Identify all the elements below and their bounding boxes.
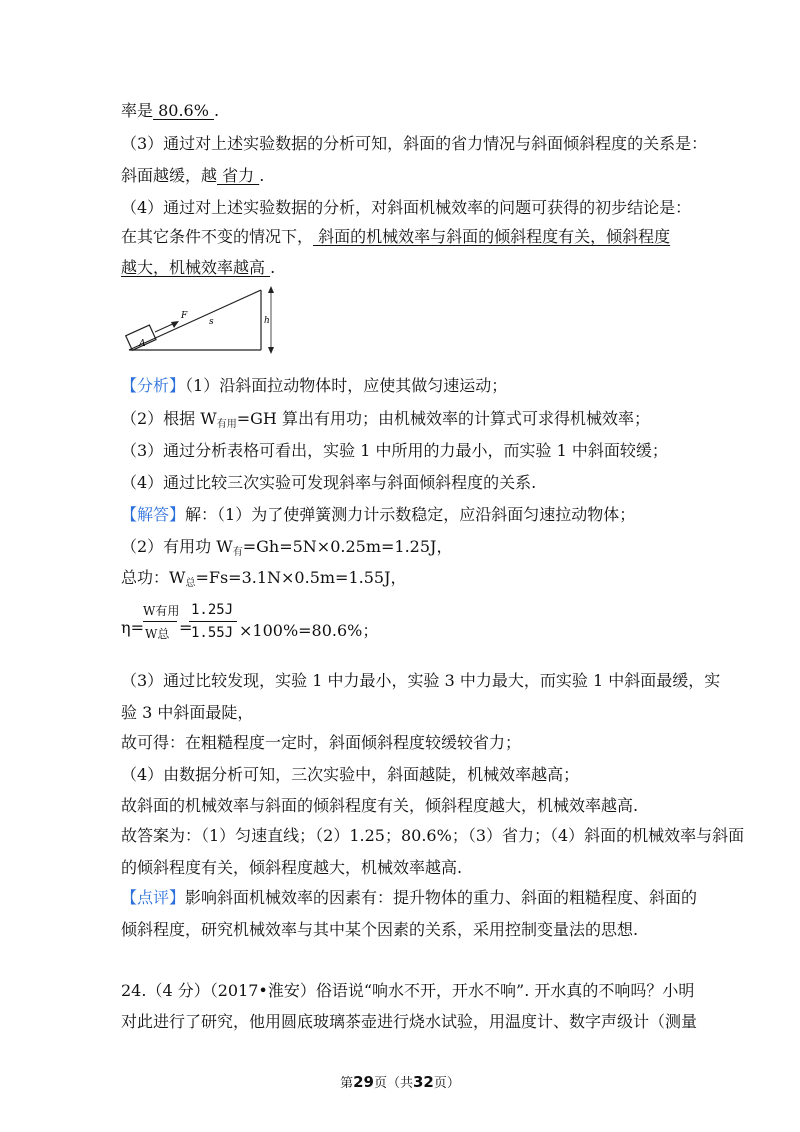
eta-lhs: η= [121,618,144,637]
text: . [270,258,276,277]
text: =Fs=3.1N×0.5m=1.55J， [195,568,407,587]
subscript: 有 [232,547,243,558]
solution-8: 故斜面的机械效率与斜面的倾斜程度有关，倾斜程度越大，机械效率越高. [121,796,639,815]
analysis-2 [121,409,650,435]
question-24-line-2: 对此进行了研究，他用圆底玻璃茶壶进行烧水试验，用温度计、数字声级计（测量 [121,1012,698,1031]
page-footer [0,1072,800,1091]
text: 页） [433,1076,460,1091]
solution-1 [121,505,635,525]
answer-blank: 越大，机械效率越高 [121,258,271,277]
total-pages: 32 [413,1073,434,1091]
text: 在其它条件不变的情况下， [121,227,314,246]
solution-10: 的倾斜程度有关，倾斜程度越大，机械效率越高. [121,858,463,877]
analysis-1 [121,376,507,396]
solution-6: 故可得：在粗糙程度一定时，斜面倾斜程度较缓较省力； [121,733,522,752]
text: 解：（1）为了使弹簧测力计示数稳定，应沿斜面匀速拉动物体； [185,505,636,524]
eta-den-val: 1.55J [191,625,234,641]
eta-rhs: ×100%=80.6%； [239,621,379,640]
text: （2）根据 W [121,409,217,428]
answer-blank: 80.6% [153,101,215,120]
text: 率是 [121,101,154,120]
incline-diagram [121,282,281,360]
text: （1）沿斜面拉动物体时，应使其做匀速运动； [185,376,508,395]
frac-bar-2 [189,621,237,622]
text: 第 [340,1076,354,1091]
answer-line-3 [121,166,264,186]
question-3: （3）通过对上述实验数据的分析可知，斜面的省力情况与斜面倾斜程度的关系是： [121,134,708,153]
text: =Gh=5N×0.25m=1.25J， [242,537,453,556]
answer-blank: 斜面的机械效率与斜面的倾斜程度有关，倾斜程度 [313,227,671,246]
comment-tag: 【点评】 [121,888,186,907]
answer-line-6 [121,258,275,278]
comment-1 [121,888,697,908]
analysis-tag: 【分析】 [121,376,186,395]
solution-5: 验 3 中斜面最陡， [121,703,254,722]
text: 页（共 [373,1076,413,1091]
question-24-line-1: 24.（4 分）（2017•淮安）俗语说“响水不开，开水不响”. 开水真的不响吗？小明 [121,981,695,1000]
solution-3 [121,568,407,594]
solution-4: （3）通过比较发现，实验 1 中力最小，实验 3 中力最大，而实验 1 中斜面最缓，实 [121,671,721,690]
answer-line-5 [121,227,670,247]
label-h: h [264,316,270,326]
text: （2）有用功 W [121,537,233,556]
answer-blank: 省力 [217,166,260,185]
text: . [214,101,220,120]
eta-den-sym: W总 [145,627,170,641]
text: 影响斜面机械效率的因素有：提升物体的重力、斜面的粗糙程度、斜面的 [185,888,698,907]
text: . [259,166,265,185]
label-a: A [139,339,146,349]
analysis-3: （3）通过分析表格可看出，实验 1 中所用的力最小，而实验 1 中斜面较缓； [121,441,668,460]
text: =GH 算出有用功；由机械效率的计算式可求得机械效率； [236,409,650,428]
answer-line-1 [121,101,219,121]
label-f: F [181,311,188,321]
question-4: （4）通过对上述实验数据的分析，对斜面机械效率的问题可获得的初步结论是： [121,198,692,217]
subscript: 总 [185,578,196,589]
eta-num-sym: W有用 [143,604,180,618]
solution-9: 故答案为：（1）匀速直线；（2）1.25；80.6%；（3）省力；（4）斜面的机械效率与斜面 [121,826,745,845]
solution-tag: 【解答】 [121,505,186,524]
label-s: s [209,317,214,327]
frac-bar-1 [143,621,177,622]
solution-2 [121,537,452,563]
text: 斜面越缓，越 [121,166,218,185]
analysis-4: （4）通过比较三次实验可发现斜率与斜面倾斜程度的关系. [121,473,537,492]
text: 总功：W [121,568,186,587]
solution-7: （4）由数据分析可知，三次实验中，斜面越陡，机械效率越高； [121,765,580,784]
page-number: 29 [353,1073,374,1091]
subscript: 有用 [216,419,237,430]
comment-2: 倾斜程度，研究机械效率与其中某个因素的关系，采用控制变量法的思想. [121,920,639,939]
eta-num-val: 1.25J [191,602,234,618]
